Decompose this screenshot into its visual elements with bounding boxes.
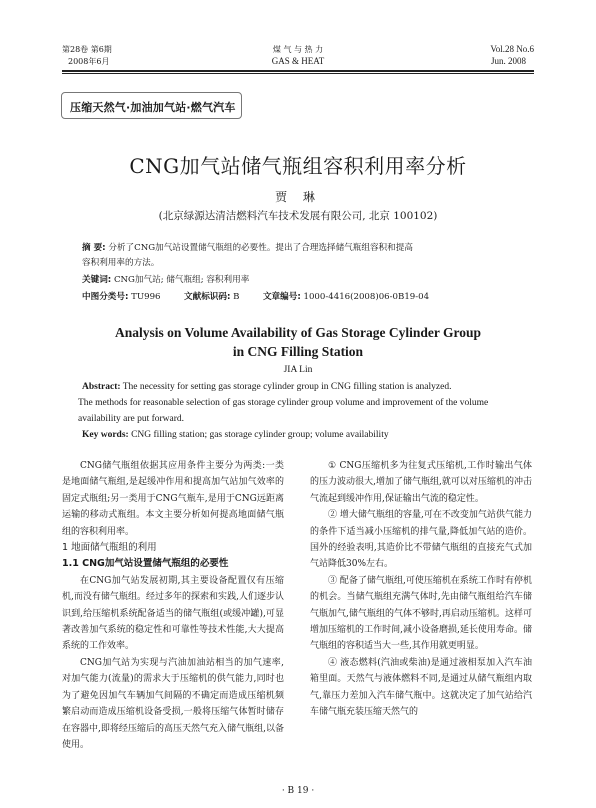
title-cn: CNG加气站储气瓶组容积利用率分析 (129, 154, 467, 178)
author-en: JIA Lin (283, 365, 313, 375)
body-paragraph: CNG加气站为实现与汽油加油站相当的加气速率,对加气能力(流量)的需求大于压缩机的供气能力,同时也为了避免因加气车辆加气间隔的不确定而造成压缩机频繁启动而造成压缩机设备受损,一般将压缩气体暂时储存在容器中,即将经压缩后的高压天然气充入储气瓶组,以备使用。 (62, 657, 284, 750)
abstract-cn-text-line1: 分析了CNG加气站设置储气瓶组的必要性。提出了合理选择储气瓶组容积和提高 (108, 243, 413, 253)
body-paragraph: ② 增大储气瓶组的容量,可在不改变加气站供气能力的条件下适当减小压缩机的排气量,降低加气站的造价。国外的经验表明,其造价比不带储气瓶组的直接充气式加气站降低30%左右。 (310, 510, 532, 570)
title-en-line1: Analysis on Volume Availability of Gas Storage Cylinder Group (114, 325, 482, 340)
keywords-cn (82, 273, 522, 288)
article-id-value: 1000-4416(2008)06-0B19-04 (303, 292, 430, 302)
header-vol-en: Vol.28 No.6 (490, 44, 534, 54)
doc-code-label: 文献标识码: (184, 292, 231, 302)
author-cn: 贾 琳 (275, 190, 321, 204)
section-heading-1: 1 地面储气瓶组的利用 (62, 542, 157, 554)
body-paragraph: ④ 液态燃料(汽油或柴油)是通过液相泵加入汽车油箱里面。天然气与液体燃料不同,是通过从储气瓶组内取气,靠压力差加入汽车储气瓶中。这就决定了加气站给汽车储气瓶充装压缩天然气的 (310, 657, 532, 718)
abstract-en-label: Abstract: (82, 382, 121, 392)
keywords-en-text: CNG filling station; gas storage cylinder group; volume availability (131, 430, 389, 440)
abstract-cn-label: 摘 要: (82, 243, 106, 253)
keywords-cn-text: CNG加气站; 储气瓶组; 容积利用率 (113, 275, 250, 285)
abstract-cn (82, 241, 522, 256)
header-date: 2008年6月 (68, 57, 110, 66)
abstract-en-text-line1: The necessity for setting gas storage cylinder group in CNG filling station is analyzed. (122, 382, 452, 392)
header-date-en: Jun. 2008 (490, 56, 526, 66)
doc-code-value: B (233, 292, 240, 302)
clc-label: 中图分类号: (82, 292, 129, 302)
abstract-en-line3: availability are put forward. (78, 414, 185, 424)
section-heading-1-1: 1.1 CNG加气站设置储气瓶组的必要性 (62, 558, 229, 570)
header-rule-thick (62, 70, 534, 72)
article-id-label: 文章编号: (262, 292, 301, 302)
page-number: · B 19 · (281, 786, 315, 796)
body-paragraph: 在CNG加气站发展初期,其主要设备配置仅有压缩机,而没有储气瓶组。经过多年的探索和实践,人们逐步认识到,给压缩机系统配备适当的储气瓶组(或缓冲罐),可显著改善加气系统的稳定性和可靠性等技术性能,大大提高系统的工作效率。 (62, 575, 284, 652)
header-rule-thin (62, 73, 534, 74)
abstract-en-line1 (82, 379, 522, 395)
body-paragraph: ① CNG压缩机多为往复式压缩机,工作时输出气体的压力波动很大,增加了储气瓶组,就可以对压缩机的冲击气流起到缓冲作用,保证输出气流的稳定性。 (310, 461, 532, 504)
column-banner (61, 92, 242, 119)
keywords-cn-label: 关键词: (82, 275, 112, 285)
body-right-column (310, 458, 532, 721)
header-journal-cn: 煤 气 与 热 力 (272, 45, 324, 54)
clc-value: TU996 (131, 292, 161, 302)
keywords-en-label: Key words: (82, 430, 129, 440)
abstract-cn-line2: 容积利用率的方法。 (82, 258, 160, 268)
classification-line (82, 290, 522, 305)
body-left-column (62, 458, 284, 753)
keywords-en (82, 427, 528, 443)
title-en-line2: in CNG Filling Station (232, 344, 364, 359)
column-banner-text: 压缩天然气·加油加气站·燃气汽车 (70, 101, 236, 114)
body-paragraph: CNG储气瓶组依据其应用条件主要分为两类:一类是地面储气瓶组,是起缓冲作用和提高加气站加气效率的固定式瓶组;另一类用于CNG气瓶车,是用于CNG远距离运输的移动式瓶组。本文主要分析如何提高地面储气瓶组的容积利用率。 (62, 461, 284, 537)
abstract-en-line2: The methods for reasonable selection of gas storage cylinder group volume and improvement of the volume (78, 398, 489, 408)
header-volume-issue: 第28卷 第6期 (62, 45, 112, 54)
affiliation-cn: (北京绿源达清洁燃料汽车技术发展有限公司, 北京 100102) (158, 210, 438, 222)
body-paragraph: ③ 配备了储气瓶组,可使压缩机在系统工作时有停机的机会。当储气瓶组充满气体时,先由储气瓶组给汽车储气瓶加气,储气瓶组的气体不够时,再启动压缩机。这样可增加压缩机的工作时间,减小设备磨损,延长使用寿命。储气瓶组的容积适当大一些,其作用就更明显。 (310, 575, 532, 652)
header-journal-en: GAS & HEAT (271, 56, 325, 66)
